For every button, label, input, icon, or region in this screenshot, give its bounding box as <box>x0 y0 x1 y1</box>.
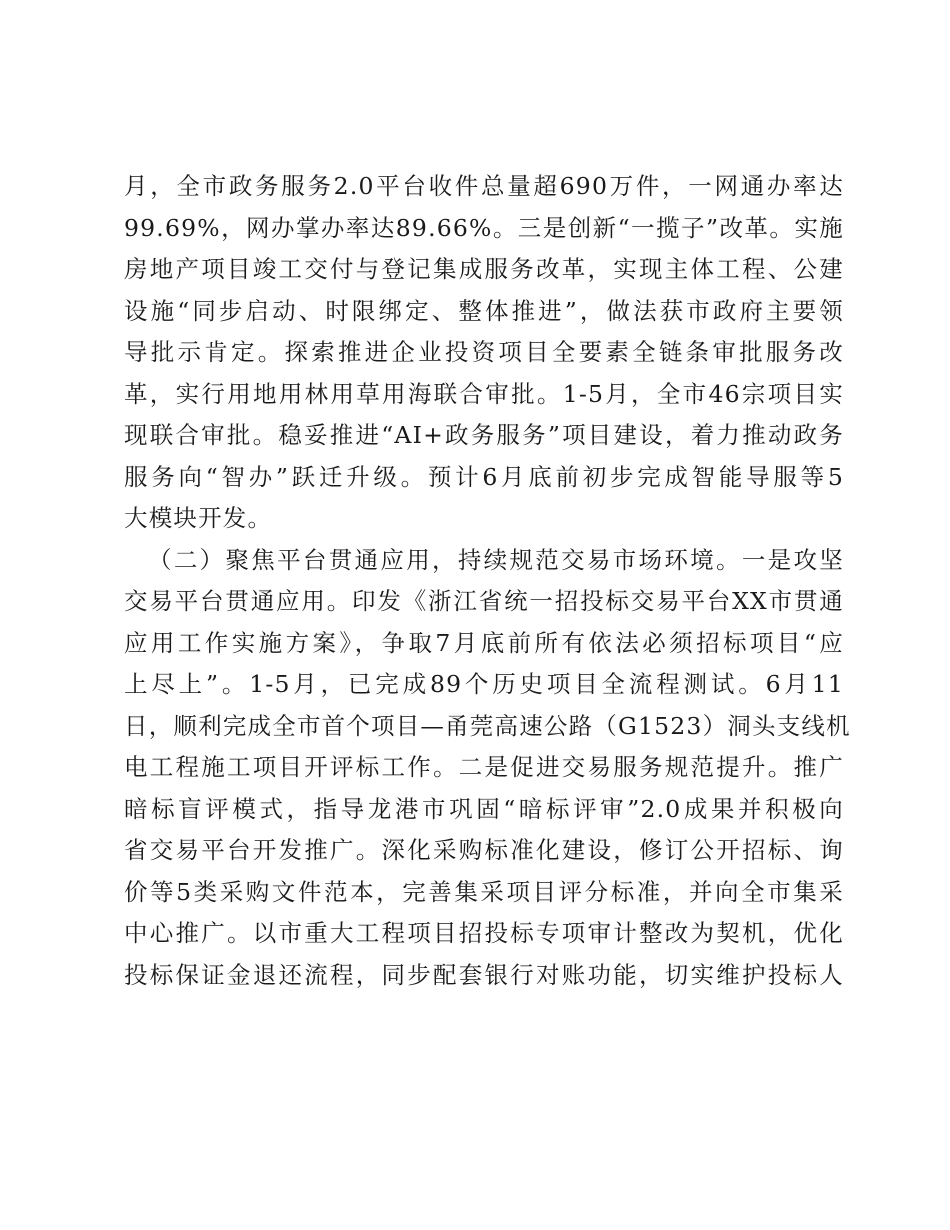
paragraph-line: 电工程施工项目开评标工作。二是促进交易服务规范提升。推广 <box>124 753 844 781</box>
paragraph-line: 省交易平台开发推广。深化采购标准化建设，修订公开招标、询 <box>124 836 844 864</box>
paragraph-line: 现联合审批。稳妥推进“AI+政务服务”项目建设，着力推动政务 <box>124 421 844 449</box>
paragraph-line: 月，全市政务服务2.0平台收件总量超690万件，一网通办率达 <box>124 172 844 200</box>
paragraph-line: 革，实行用地用林用草用海联合审批。1-5月，全市46宗项目实 <box>124 379 844 408</box>
paragraph-line: 上尽上”。1-5月，已完成89个历史项目全流程测试。6月11 <box>124 670 844 698</box>
paragraph-line: 投标保证金退还流程，同步配套银行对账功能，切实维护投标人 <box>124 960 844 989</box>
paragraph-line: 99.69%，网办掌办率达89.66%。三是创新“一揽子”改革。实施 <box>124 213 844 242</box>
paragraph-line: 导批示肯定。探索推进企业投资项目全要素全链条审批服务改 <box>124 338 844 366</box>
paragraph-line: 交易平台贯通应用。印发《浙江省统一招投标交易平台XX市贯通 <box>124 587 844 615</box>
paragraph-line: 中心推广。以市重大工程项目招投标专项审计整改为契机，优化 <box>124 919 844 947</box>
document-body <box>124 166 851 996</box>
paragraph-line: 价等5类采购文件范本，完善集采项目评分标准，并向全市集采 <box>124 877 844 906</box>
paragraph-line: 服务向“智办”跃迁升级。预计6月底前初步完成智能导服等5 <box>124 462 844 491</box>
paragraph-line: 应用工作实施方案》，争取7月底前所有依法必须招标项目“应 <box>124 628 844 657</box>
paragraph-line: 暗标盲评模式，指导龙港市巩固“暗标评审”2.0成果并积极向 <box>124 794 844 823</box>
paragraph-line: 日，顺利完成全市首个项目—甬莞高速公路（G1523）洞头支线机 <box>124 711 851 740</box>
paragraph-line: 房地产项目竣工交付与登记集成服务改革，实现主体工程、公建 <box>124 255 844 283</box>
section-heading-line: （二）聚焦平台贯通应用，持续规范交易市场环境。一是攻坚 <box>148 545 844 574</box>
paragraph-line: 大模块开发。 <box>124 504 273 532</box>
paragraph-line: 设施“同步启动、时限绑定、整体推进”，做法获市政府主要领 <box>124 296 844 325</box>
